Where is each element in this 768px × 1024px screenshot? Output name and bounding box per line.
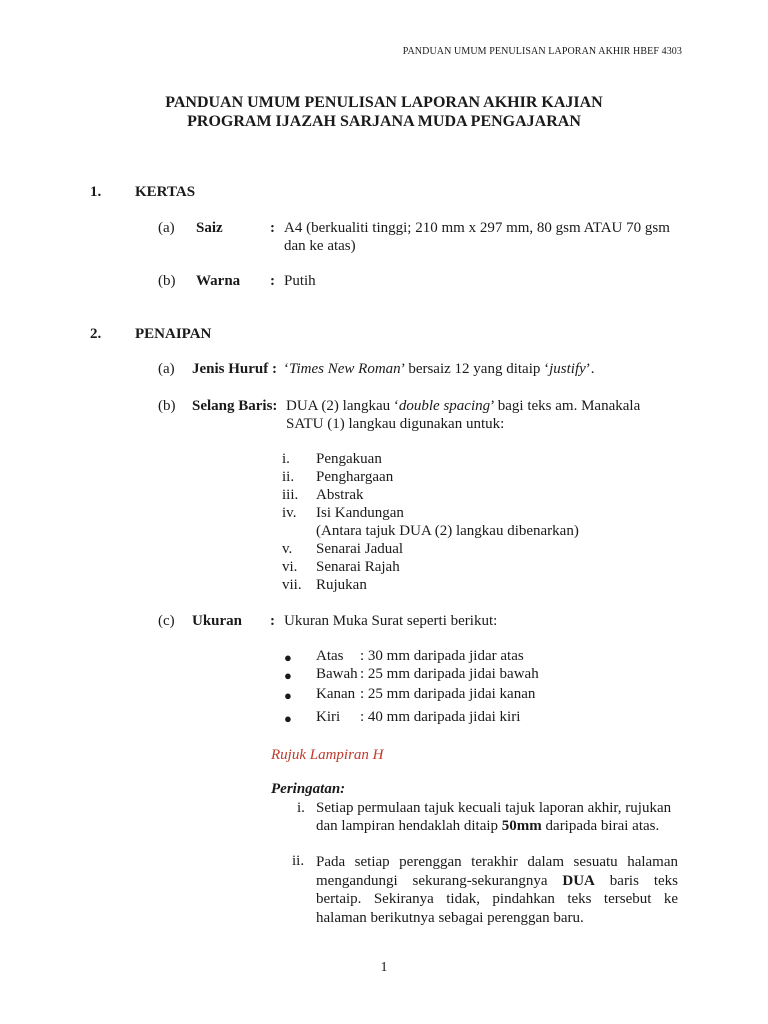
- sec1-a-text-line1: A4 (berkualiti tinggi; 210 mm x 297 mm, 80 gsm ATAU 70 gsm: [284, 220, 670, 236]
- margin-name: Atas: [316, 648, 344, 664]
- warning-title: Peringatan:: [271, 781, 346, 797]
- margin-name: Kanan: [316, 686, 356, 702]
- list-item-number: vi.: [282, 559, 298, 575]
- list-item-number: iii.: [282, 487, 299, 503]
- margin-name: Kiri: [316, 709, 341, 725]
- sec2-b-letter: (b): [158, 398, 176, 414]
- warning-i-line1: Setiap permulaan tajuk kecuali tajuk laporan akhir, rujukan: [316, 800, 672, 816]
- list-item-number: ii.: [282, 469, 295, 485]
- list-item: Rujukan: [316, 577, 367, 593]
- sec2-b-text-line1: DUA (2) langkau ‘double spacing’ bagi teks am. Manakala: [286, 398, 641, 414]
- sec1-a-colon: :: [270, 220, 275, 236]
- list-item: Isi Kandungan: [316, 505, 404, 521]
- warning-ii-line4: halaman berikutnya sebagai perenggan baru.: [316, 909, 584, 926]
- margin-value: : 25 mm daripada jidai bawah: [360, 666, 539, 682]
- section2-heading: PENAIPAN: [135, 326, 212, 342]
- sec1-b-label: Warna: [196, 273, 241, 289]
- margin-value: : 30 mm daripada jidar atas: [360, 648, 524, 664]
- double-spacing-term: double spacing: [398, 398, 491, 414]
- bullet-icon: ●: [284, 668, 292, 683]
- font-name: Times New Roman: [289, 361, 401, 377]
- sec1-b-text: Putih: [284, 273, 316, 289]
- running-header: PANDUAN UMUM PENULISAN LAPORAN AKHIR HBEF 4303: [402, 46, 682, 57]
- bullet-icon: ●: [284, 711, 292, 726]
- sec1-b-colon: :: [270, 273, 275, 289]
- list-item: Abstrak: [316, 487, 364, 503]
- list-item: Penghargaan: [316, 469, 394, 485]
- sec2-c-colon: :: [270, 613, 275, 629]
- bullet-icon: ●: [284, 650, 292, 665]
- appendix-reference: Rujuk Lampiran H: [271, 747, 384, 763]
- bold-50mm: 50mm: [501, 818, 542, 834]
- list-item-number: v.: [282, 541, 293, 557]
- sec1-a-letter: (a): [158, 220, 175, 236]
- list-item-number: iv.: [282, 505, 297, 521]
- list-item-number: i.: [282, 451, 290, 467]
- sec2-b-label: Selang Baris:: [192, 398, 278, 414]
- section1-number: 1.: [90, 184, 102, 200]
- section1-heading: KERTAS: [135, 184, 196, 200]
- section2-number: 2.: [90, 326, 102, 342]
- bold-dua: DUA: [562, 872, 595, 889]
- sec1-b-letter: (b): [158, 273, 176, 289]
- margin-value: : 40 mm daripada jidai kiri: [360, 709, 521, 725]
- warning-ii-line3: bertaip. Sekiranya tidak, pindahkan teks tersebut ke: [316, 891, 678, 907]
- list-item: Senarai Jadual: [316, 541, 404, 557]
- page-number: 1: [380, 960, 388, 975]
- document-title-line1: PANDUAN UMUM PENULISAN LAPORAN AKHIR KAJIAN: [165, 94, 603, 111]
- warning-i-line2: dan lampiran hendaklah ditaip 50mm daripada birai atas.: [316, 818, 660, 834]
- margin-name: Bawah: [316, 666, 358, 682]
- sec2-a-label: Jenis Huruf :: [192, 361, 278, 377]
- document-title-line2: PROGRAM IJAZAH SARJANA MUDA PENGAJARAN: [187, 113, 581, 130]
- sec2-a-letter: (a): [158, 361, 175, 377]
- sec2-c-text: Ukuran Muka Surat seperti berikut:: [284, 613, 498, 629]
- sec2-c-label: Ukuran: [192, 613, 243, 629]
- sec1-a-text-line2: dan ke atas): [284, 238, 356, 254]
- sec2-a-text: ‘Times New Roman’ bersaiz 12 yang ditaip ‘justify’.: [284, 361, 595, 377]
- warning-ii-number: ii.: [292, 853, 305, 869]
- bullet-icon: ●: [284, 688, 292, 703]
- list-item: Pengakuan: [316, 451, 382, 467]
- list-item: Senarai Rajah: [316, 559, 400, 575]
- warning-ii-paragraph: [316, 853, 678, 927]
- justify-term: justify: [549, 361, 586, 377]
- list-item-note: (Antara tajuk DUA (2) langkau dibenarkan): [316, 523, 579, 539]
- warning-ii-line2: mengandungi sekurang-sekurangnya DUA baris teks: [316, 872, 678, 889]
- sec1-a-label: Saiz: [196, 220, 223, 236]
- margin-value: : 25 mm daripada jidai kanan: [360, 686, 536, 702]
- sec2-b-text-line2: SATU (1) langkau digunakan untuk:: [286, 416, 505, 432]
- sec2-c-letter: (c): [158, 613, 175, 629]
- warning-i-number: i.: [297, 800, 305, 816]
- warning-ii-line1: Pada setiap perenggan terakhir dalam sesuatu halaman: [316, 854, 678, 870]
- list-item-number: vii.: [282, 577, 302, 593]
